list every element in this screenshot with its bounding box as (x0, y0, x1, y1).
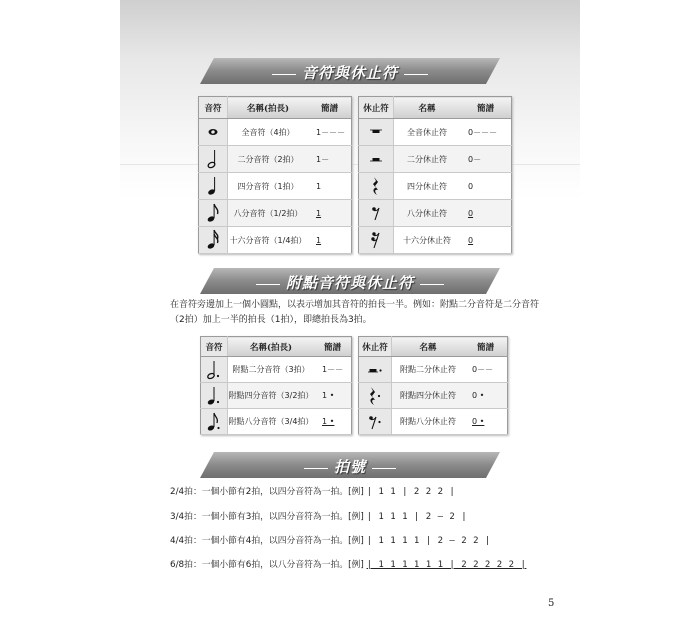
rhythm-example: | 1 1 | 2 2 2 | (366, 487, 456, 497)
table-row (201, 383, 352, 409)
rest-name: 八分休止符 (394, 200, 461, 227)
jianpu-value: 1－ (308, 146, 352, 173)
col-header: 休止符 (359, 97, 394, 119)
dotted-half-note-icon (201, 357, 228, 383)
time-signature-row (170, 533, 491, 546)
jianpu-value: 1 (316, 208, 322, 218)
note-name: 四分音符（1拍） (228, 173, 309, 200)
table-row (359, 227, 512, 254)
table-row (359, 119, 512, 146)
section-banner-dotted (200, 268, 500, 294)
jianpu-value: 1 • (322, 417, 335, 426)
dotted-quarter-rest-icon (359, 383, 392, 409)
sixteenth-rest-icon (359, 227, 394, 254)
col-header: 簡譜 (308, 97, 352, 119)
table-row (359, 200, 512, 227)
col-header: 休止符 (359, 337, 392, 357)
time-signature-row (170, 484, 455, 497)
time-signature-label: 3/4拍：一個小節有3拍，以四分音符為一拍。[例] (170, 512, 364, 522)
notes-table (198, 96, 352, 254)
table-row (359, 409, 508, 435)
rest-name: 附點二分休止符 (392, 357, 465, 383)
eighth-note-icon (199, 200, 228, 227)
jianpu-value: 0－ (460, 146, 512, 173)
table-row (359, 173, 512, 200)
col-header: 名稱 (392, 337, 465, 357)
rest-name: 二分休止符 (394, 146, 461, 173)
rest-name: 附點八分休止符 (392, 409, 465, 435)
dotted-rests-table (358, 336, 508, 435)
dotted-eighth-rest-icon (359, 409, 392, 435)
page-number: 5 (548, 598, 555, 609)
sixteenth-note-icon (199, 227, 228, 254)
jianpu-value: 1－－ (314, 357, 352, 383)
rhythm-example: | 1 1 1 | 2 — 2 | (366, 512, 468, 522)
rest-name: 十六分休止符 (394, 227, 461, 254)
table-row (201, 357, 352, 383)
section-banner-notes-rests (200, 58, 500, 84)
rhythm-example: | 1 1 1 1 1 1 | 2 2 2 2 2 | (366, 560, 527, 570)
col-header: 簡譜 (314, 337, 352, 357)
eighth-rest-icon (359, 200, 394, 227)
jianpu-value: 1 • (314, 383, 352, 409)
note-name: 十六分音符（1/4拍） (228, 227, 309, 254)
note-name: 附點二分音符（3拍） (228, 357, 315, 383)
time-signature-label: 2/4拍：一個小節有2拍，以四分音符為一拍。[例] (170, 487, 364, 497)
rest-name: 四分休止符 (394, 173, 461, 200)
rhythm-example: | 1 1 1 1 | 2 — 2 2 | (366, 536, 491, 546)
dotted-eighth-note-icon (201, 409, 228, 435)
col-header: 名稱(拍長) (228, 337, 315, 357)
rest-name: 全音休止符 (394, 119, 461, 146)
table-row (199, 200, 352, 227)
note-name: 附點八分音符（3/4拍） (228, 409, 315, 435)
note-name: 附點四分音符（3/2拍） (228, 383, 315, 409)
jianpu-value: 0－－－ (460, 119, 512, 146)
quarter-note-icon (199, 173, 228, 200)
table-row (199, 173, 352, 200)
col-header: 名稱(拍長) (228, 97, 309, 119)
table-row (199, 227, 352, 254)
col-header: 名稱 (394, 97, 461, 119)
dotted-description: 在音符旁邊加上一個小圓點，以表示增加其音符的拍長一半。例如：附點二分音符是二分音符（2拍）加上一半的拍長（1拍），即總拍長為3拍。 (170, 300, 540, 325)
jianpu-value: 0 (468, 235, 474, 245)
whole-rest-icon (359, 119, 394, 146)
time-signature-label: 6/8拍：一個小節有6拍，以八分音符為一拍。[例] (170, 560, 364, 570)
time-signature-row (170, 557, 526, 570)
note-name: 八分音符（1/2拍） (228, 200, 309, 227)
jianpu-value: 1 (308, 173, 352, 200)
half-rest-icon (359, 146, 394, 173)
time-signature-label: 4/4拍：一個小節有4拍，以四分音符為一拍。[例] (170, 536, 364, 546)
rests-table (358, 96, 512, 254)
table-row (199, 146, 352, 173)
table-row (359, 146, 512, 173)
section-title: 音符與休止符 (200, 62, 500, 83)
jianpu-value: 0 • (464, 383, 508, 409)
col-header: 簡譜 (464, 337, 508, 357)
table-row (199, 119, 352, 146)
note-name: 二分音符（2拍） (228, 146, 309, 173)
table-row (359, 383, 508, 409)
half-note-icon (199, 146, 228, 173)
table-row (201, 409, 352, 435)
jianpu-value: 1 (316, 235, 322, 245)
dotted-half-rest-icon (359, 357, 392, 383)
note-name: 全音符（4拍） (228, 119, 309, 146)
dotted-quarter-note-icon (201, 383, 228, 409)
col-header: 音符 (199, 97, 228, 119)
jianpu-value: 0 • (472, 417, 485, 426)
rest-name: 附點四分休止符 (392, 383, 465, 409)
jianpu-value: 1－－－ (308, 119, 352, 146)
section-title: 拍號 (200, 456, 500, 477)
whole-note-icon (199, 119, 228, 146)
time-signature-row (170, 509, 467, 522)
quarter-rest-icon (359, 173, 394, 200)
section-banner-time-signature (200, 452, 500, 478)
col-header: 簡譜 (460, 97, 512, 119)
jianpu-value: 0－－ (464, 357, 508, 383)
table-row (359, 357, 508, 383)
col-header: 音符 (201, 337, 228, 357)
dotted-notes-table (200, 336, 352, 435)
section-title: 附點音符與休止符 (200, 272, 500, 293)
jianpu-value: 0 (460, 173, 512, 200)
jianpu-value: 0 (468, 208, 474, 218)
